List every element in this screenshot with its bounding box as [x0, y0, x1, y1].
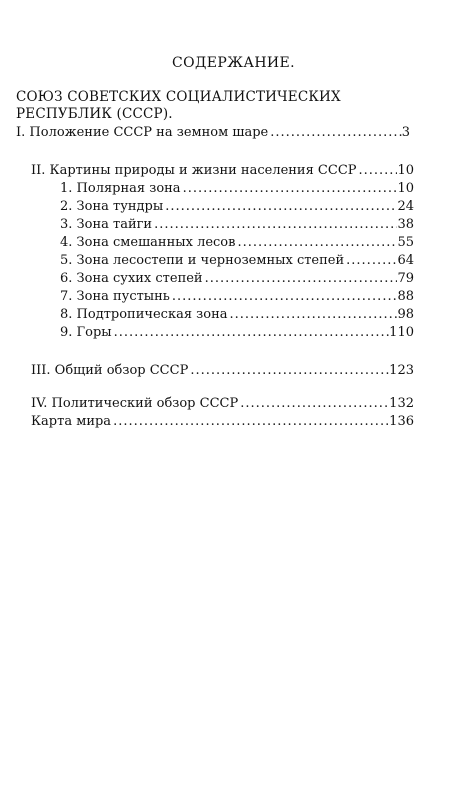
toc-entry-page: 110 — [389, 325, 414, 340]
toc-entry-subitem — [60, 216, 414, 234]
dot-leader — [203, 270, 398, 288]
toc-entry-page: 88 — [397, 289, 414, 304]
toc-entry-subitem — [60, 324, 414, 342]
toc-entry-label: 6. Зона сухих степей — [60, 271, 203, 286]
toc-entry-subitem — [60, 306, 414, 324]
toc-entry-subitem — [60, 252, 414, 270]
toc-entry-page: 136 — [389, 414, 414, 429]
dot-leader — [238, 395, 389, 413]
toc-entry-label: 5. Зона лесостепи и черноземных степей — [60, 253, 345, 268]
dot-leader — [227, 306, 397, 324]
toc-entry-label: I. Положение СССР на земном шаре — [16, 125, 269, 140]
toc-entry-page: 79 — [397, 271, 414, 286]
heading-line-2: РЕСПУБЛИК (СССР). — [16, 106, 173, 122]
dot-leader — [111, 413, 389, 431]
toc-entry-section-1 — [16, 124, 410, 142]
toc-entry-page: 64 — [397, 253, 414, 268]
toc-entry-page: 10 — [397, 181, 414, 196]
toc-entry-label: 7. Зона пустынь — [60, 289, 170, 304]
dot-leader — [170, 288, 398, 306]
toc-entry-label: 8. Подтропическая зона — [60, 307, 228, 322]
toc-entry-section-2 — [31, 162, 414, 180]
toc-entry-subitem — [60, 234, 414, 252]
toc-entry-page: 132 — [389, 396, 414, 411]
dot-leader — [357, 162, 398, 180]
toc-entry-label: 9. Горы — [60, 325, 112, 340]
toc-entry-page: 98 — [397, 307, 414, 322]
toc-entry-label: 1. Полярная зона — [60, 181, 181, 196]
toc-entry-subitem — [60, 270, 414, 288]
dot-leader — [112, 324, 390, 342]
section-heading — [16, 89, 376, 123]
toc-entry-label: 3. Зона тайги — [60, 217, 153, 232]
toc-entry-label: III. Общий обзор СССР — [31, 363, 189, 378]
dot-leader — [188, 362, 389, 380]
dot-leader — [152, 216, 397, 234]
dot-leader — [344, 252, 397, 270]
toc-entry-label: IV. Политический обзор СССР — [31, 396, 239, 411]
dot-leader — [268, 124, 402, 142]
toc-entry-map — [31, 413, 414, 431]
toc-entry-page: 123 — [389, 363, 414, 378]
toc-entry-page: 55 — [397, 235, 414, 250]
toc-entry-label: 2. Зона тундры — [60, 199, 164, 214]
toc-entry-subitem — [60, 288, 414, 306]
dot-leader — [235, 234, 397, 252]
heading-line-1: СОЮЗ СОВЕТСКИХ СОЦИАЛИСТИЧЕСКИХ — [16, 89, 341, 105]
toc-entry-page: 24 — [397, 199, 414, 214]
page-title: СОДЕРЖАНИЕ. — [171, 55, 296, 71]
dot-leader — [163, 198, 397, 216]
toc-entry-label: 4. Зона смешанных лесов — [60, 235, 236, 250]
toc-entry-page: 10 — [397, 163, 414, 178]
dot-leader — [181, 180, 398, 198]
toc-entry-section-4 — [31, 395, 414, 413]
toc-entry-label: Карта мира — [31, 414, 112, 429]
toc-entry-label: II. Картины природы и жизни населения СССР — [31, 163, 357, 178]
toc-entry-page: 3 — [401, 125, 410, 140]
toc-entry-section-3 — [31, 362, 414, 380]
toc-entry-subitem — [60, 180, 414, 198]
toc-entry-page: 38 — [397, 217, 414, 232]
toc-entry-subitem — [60, 198, 414, 216]
